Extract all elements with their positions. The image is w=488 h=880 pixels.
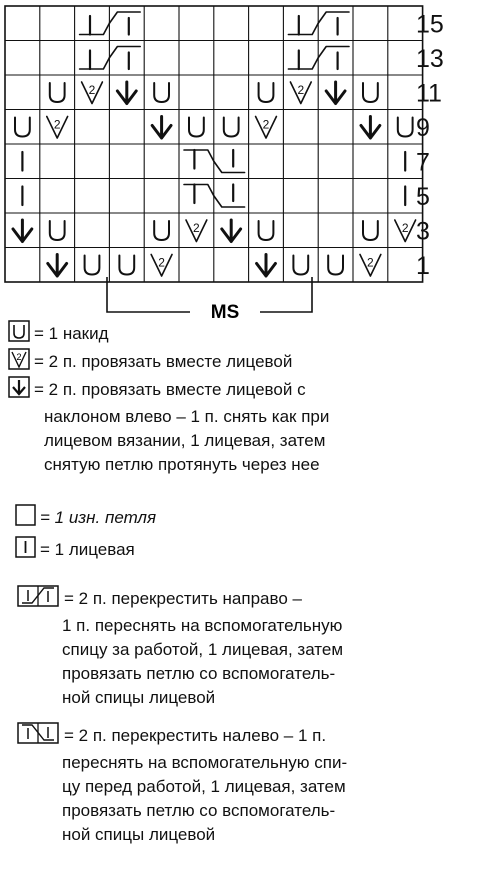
legend-k2tog-text: = 2 п. провязать вместе лицевой [34, 351, 293, 371]
legend-purl [8, 504, 156, 533]
yo-symbol-icon [8, 320, 30, 349]
stitch-yo [328, 256, 343, 275]
stitch-k2tog [256, 117, 277, 139]
stitch-cross-right-a [288, 16, 318, 35]
legend-cross-right-line-5: ной спицы лицевой [62, 688, 216, 707]
stitch-skpo [13, 220, 32, 242]
stitch-k2tog [290, 82, 311, 104]
stitch-yo [50, 221, 65, 240]
stitch-cross-left-b [214, 150, 245, 173]
stitch-skpo [361, 117, 380, 139]
k2tog-digit: 2 [262, 117, 270, 132]
k2tog-digit: 2 [193, 221, 200, 235]
legend-yo [8, 320, 109, 349]
legend-purl-text: = 1 изн. петля [40, 507, 157, 527]
stitch-skpo [152, 117, 171, 139]
stitch-cross-left-a [184, 185, 214, 204]
stitch-skpo [257, 255, 276, 277]
stitch-cross-left-b [214, 185, 245, 208]
stitch-cross-right-b [109, 12, 140, 35]
stitch-k2tog [47, 117, 68, 139]
k2tog-digit: 2 [53, 117, 61, 132]
row-label: 5 [416, 182, 430, 211]
row-label: 1 [416, 251, 430, 280]
purl-symbol-icon [8, 504, 36, 533]
knit-symbol-icon [8, 536, 36, 565]
stitch-skpo [222, 220, 241, 242]
stitch-yo [85, 256, 100, 275]
legend-cross-left-line-2: переснять на вспомогательную спи- [62, 753, 348, 772]
stitch-yo [154, 83, 169, 102]
legend-cross-right-line-4: провязать петлю со вспомогатель- [62, 664, 336, 683]
stitch-k2tog [151, 255, 172, 277]
row-labels [416, 10, 444, 280]
knitting-chart [0, 0, 488, 330]
ms-bracket [107, 277, 312, 323]
stitch-cross-left-a [184, 150, 214, 169]
legend-cross-left [8, 722, 347, 847]
legend-cross-right [8, 585, 343, 710]
stitch-yo [293, 256, 308, 275]
stitch-skpo [117, 82, 136, 104]
stitch-yo [398, 118, 413, 137]
stitch-cross-right-b [318, 47, 349, 70]
k2tog-digit: 2 [297, 83, 305, 97]
row-label: 7 [416, 148, 430, 177]
legend-skpo-line-2: наклоном влево – 1 п. снять как при [44, 407, 330, 426]
stitch-cross-right-a [80, 16, 110, 35]
legend-yo-text: = 1 накид [34, 323, 109, 343]
stitch-yo [15, 118, 30, 137]
k2tog-digit: 2 [88, 83, 96, 97]
legend-cross-left-line-5: ной спицы лицевой [62, 825, 216, 844]
skpo-symbol-icon [8, 376, 30, 405]
stitch-yo [189, 118, 204, 137]
stitch-k2tog [186, 220, 207, 242]
stitch-yo [50, 83, 65, 102]
legend-knit-text: = 1 лицевая [40, 539, 135, 559]
legend-skpo-line-4: снятую петлю протянуть через нее [44, 455, 320, 474]
row-label: 9 [416, 113, 430, 142]
k2tog-digit: 2 [158, 255, 165, 270]
stitch-skpo [48, 255, 67, 277]
legend-skpo [8, 376, 329, 477]
ms-label: MS [210, 302, 240, 323]
stitch-k2tog [82, 82, 103, 104]
chart-grid [5, 6, 423, 282]
legend-skpo-line-3: лицевом вязании, 1 лицевая, затем [44, 431, 326, 450]
row-label: 3 [416, 217, 430, 246]
k2tog-digit: 2 [401, 221, 409, 235]
legend-cross-right-line-1: = 2 п. перекрестить направо – [64, 588, 302, 608]
legend-skpo-line-1: = 2 п. провязать вместе лицевой с [34, 379, 306, 399]
stitch-yo [119, 256, 134, 275]
stitch-yo [259, 83, 274, 102]
legend-knit [8, 536, 135, 565]
cross-left-symbol-icon [8, 722, 60, 751]
legend-cross-right-line-3: спицу за работой, 1 лицевая, затем [62, 640, 344, 659]
stitch-cross-right-b [109, 47, 140, 70]
svg-text:2: 2 [16, 352, 22, 362]
legend-k2tog [8, 348, 292, 377]
cross-right-symbol-icon [8, 585, 60, 614]
stitch-yo [259, 221, 274, 240]
legend-cross-right-line-2: 1 п. переснять на вспомогательную [62, 616, 343, 635]
stitch-cross-right-a [80, 51, 110, 70]
stitch-k2tog [360, 255, 381, 277]
legend-cross-left-line-3: цу перед работой, 1 лицевая, затем [62, 777, 346, 796]
legend-cross-left-line-4: провязать петлю со вспомогатель- [62, 801, 336, 820]
row-label: 13 [416, 44, 444, 73]
row-label: 15 [416, 10, 444, 39]
stitch-cross-right-b [318, 12, 349, 35]
stitch-yo [363, 83, 378, 102]
k2tog-digit: 2 [367, 255, 374, 270]
stitch-skpo [326, 82, 345, 104]
legend-cross-left-line-1: = 2 п. перекрестить налево – 1 п. [64, 725, 327, 745]
row-label: 11 [416, 79, 442, 108]
stitch-yo [363, 221, 378, 240]
stitch-yo [224, 118, 239, 137]
stitch-k2tog [395, 220, 416, 242]
stitch-cross-right-a [288, 51, 318, 70]
stitch-yo [154, 221, 169, 240]
k2tog-symbol-icon [8, 348, 30, 377]
